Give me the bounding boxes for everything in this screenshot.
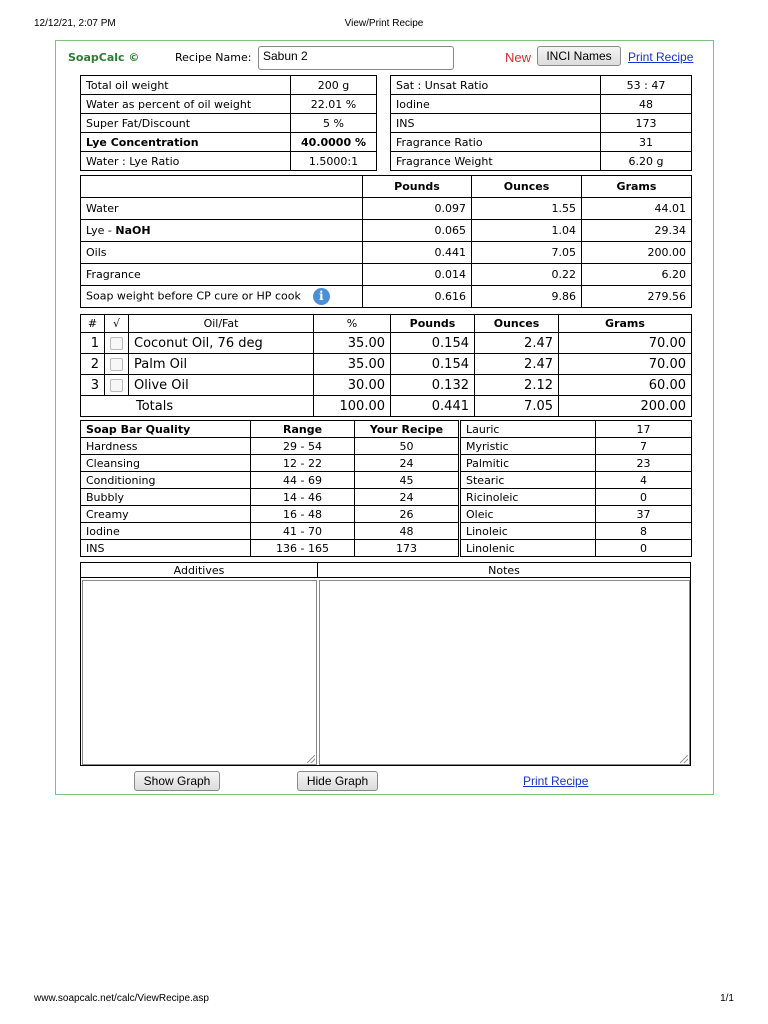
oil-checkbox[interactable]: [110, 358, 123, 371]
recipe-name-input[interactable]: Sabun 2: [258, 46, 454, 70]
quality-row: [81, 455, 459, 472]
print-recipe-link-top[interactable]: Print Recipe: [628, 50, 694, 64]
summary-value: 1.5000:1: [291, 152, 377, 171]
summary-row: [391, 133, 692, 152]
grams-value: 279.56: [582, 286, 692, 308]
print-page-number: 1/1: [720, 993, 734, 1004]
weights-label: [81, 242, 363, 264]
resize-grip-icon[interactable]: [680, 755, 688, 763]
soap-bar-quality-table: [80, 420, 459, 557]
summary-label: Super Fat/Discount: [81, 114, 291, 133]
quality-name: INS: [81, 540, 251, 557]
print-recipe-link-bottom[interactable]: Print Recipe: [523, 774, 589, 788]
pounds-value: 0.097: [363, 198, 472, 220]
oil-pounds: 0.132: [391, 375, 475, 396]
grams-value: 200.00: [582, 242, 692, 264]
fatty-acid-name: Palmitic: [461, 455, 596, 472]
fatty-acid-row: [461, 455, 692, 472]
fatty-acid-name: Oleic: [461, 506, 596, 523]
column-header: [81, 176, 363, 198]
summary-label: Lye Concentration: [81, 133, 291, 152]
totals-pounds: 0.441: [391, 396, 475, 417]
quality-name: Hardness: [81, 438, 251, 455]
pounds-value: 0.014: [363, 264, 472, 286]
notes-header: Notes: [318, 563, 690, 578]
fatty-acid-row: [461, 438, 692, 455]
fatty-acid-row: [461, 472, 692, 489]
oil-ounces: 2.47: [475, 354, 559, 375]
recipe-topbar: [68, 46, 701, 70]
weights-row: [81, 220, 692, 242]
quality-name: Conditioning: [81, 472, 251, 489]
oils-table: [80, 314, 692, 417]
weights-row: [81, 286, 692, 308]
column-header: √: [105, 315, 129, 333]
oil-name: Coconut Oil, 76 deg: [129, 333, 314, 354]
show-graph-button[interactable]: Show Graph: [134, 771, 220, 791]
fatty-acid-name: Myristic: [461, 438, 596, 455]
quality-row: [81, 523, 459, 540]
weights-label: [81, 220, 363, 242]
oil-pounds: 0.154: [391, 354, 475, 375]
summary-row: [81, 133, 377, 152]
oil-checkbox[interactable]: [110, 379, 123, 392]
quality-range: 29 - 54: [251, 438, 355, 455]
summary-value: 22.01 %: [291, 95, 377, 114]
ounces-value: 0.22: [472, 264, 582, 286]
fatty-acid-value: 17: [596, 421, 692, 438]
fatty-acid-value: 0: [596, 489, 692, 506]
additives-notes-section: [80, 562, 691, 766]
column-header: Ounces: [475, 315, 559, 333]
pounds-value: 0.441: [363, 242, 472, 264]
oil-row: [81, 375, 692, 396]
column-header: Grams: [559, 315, 692, 333]
recipe-panel: [55, 40, 714, 795]
summary-label: Water : Lye Ratio: [81, 152, 291, 171]
weights-label-text: Lye -: [86, 224, 116, 237]
soapcalc-logo: SoapCalc ©: [68, 51, 140, 64]
print-header: [34, 18, 734, 32]
column-header: Range: [251, 421, 355, 438]
summary-row: [391, 152, 692, 171]
fatty-acid-row: [461, 506, 692, 523]
column-header: #: [81, 315, 105, 333]
totals-row: [81, 396, 692, 417]
summary-row: [391, 76, 692, 95]
quality-range: 41 - 70: [251, 523, 355, 540]
weights-label-text: Water: [86, 202, 119, 215]
additives-textarea[interactable]: [82, 580, 317, 765]
oil-number: 3: [81, 375, 105, 396]
oil-name: Palm Oil: [129, 354, 314, 375]
fatty-acid-row: [461, 489, 692, 506]
oil-percent: 30.00: [314, 375, 391, 396]
grams-value: 6.20: [582, 264, 692, 286]
info-icon[interactable]: i: [313, 288, 330, 305]
summary-value: 53 : 47: [601, 76, 692, 95]
fatty-acid-value: 23: [596, 455, 692, 472]
oil-checkbox-cell: [105, 354, 129, 375]
weights-row: [81, 242, 692, 264]
notes-textarea[interactable]: [319, 580, 690, 765]
oil-number: 1: [81, 333, 105, 354]
oil-ounces: 2.12: [475, 375, 559, 396]
quality-range: 44 - 69: [251, 472, 355, 489]
quality-row: [81, 489, 459, 506]
summary-value: 31: [601, 133, 692, 152]
quality-value: 26: [355, 506, 459, 523]
totals-percent: 100.00: [314, 396, 391, 417]
quality-value: 24: [355, 455, 459, 472]
weights-label-text: Oils: [86, 246, 107, 259]
column-header: Pounds: [363, 176, 472, 198]
fatty-acid-value: 8: [596, 523, 692, 540]
quality-row: [81, 472, 459, 489]
totals-grams: 200.00: [559, 396, 692, 417]
quality-row: [81, 438, 459, 455]
summary-value: 48: [601, 95, 692, 114]
column-header: %: [314, 315, 391, 333]
fatty-acid-value: 7: [596, 438, 692, 455]
quality-value: 48: [355, 523, 459, 540]
oil-number: 2: [81, 354, 105, 375]
quality-range: 12 - 22: [251, 455, 355, 472]
oil-percent: 35.00: [314, 354, 391, 375]
summary-value: 200 g: [291, 76, 377, 95]
oil-checkbox[interactable]: [110, 337, 123, 350]
quality-value: 50: [355, 438, 459, 455]
ounces-value: 9.86: [472, 286, 582, 308]
weights-label: [81, 286, 363, 308]
column-header: Oil/Fat: [129, 315, 314, 333]
summary-value: 6.20 g: [601, 152, 692, 171]
ounces-value: 7.05: [472, 242, 582, 264]
lye-type: NaOH: [115, 224, 151, 237]
summary-label: Sat : Unsat Ratio: [391, 76, 601, 95]
resize-grip-icon[interactable]: [307, 755, 315, 763]
quality-row: [81, 540, 459, 557]
fatty-acid-value: 4: [596, 472, 692, 489]
hide-graph-button[interactable]: Hide Graph: [297, 771, 378, 791]
quality-row: [81, 506, 459, 523]
oil-percent: 35.00: [314, 333, 391, 354]
fatty-acid-name: Ricinoleic: [461, 489, 596, 506]
summary-label: Iodine: [391, 95, 601, 114]
pounds-value: 0.616: [363, 286, 472, 308]
summary-label: Water as percent of oil weight: [81, 95, 291, 114]
recipe-summary-table: [80, 75, 377, 171]
print-url: www.soapcalc.net/calc/ViewRecipe.asp: [34, 993, 209, 1004]
quality-name: Iodine: [81, 523, 251, 540]
summary-label: Fragrance Weight: [391, 152, 601, 171]
summary-label: INS: [391, 114, 601, 133]
oil-checkbox-cell: [105, 333, 129, 354]
pounds-value: 0.065: [363, 220, 472, 242]
summary-value: 5 %: [291, 114, 377, 133]
fatty-acid-name: Linolenic: [461, 540, 596, 557]
weights-label: [81, 264, 363, 286]
weights-label-text: Soap weight before CP cure or HP cook: [86, 289, 301, 303]
column-header: Ounces: [472, 176, 582, 198]
print-page-title: View/Print Recipe: [344, 18, 424, 29]
oil-grams: 70.00: [559, 354, 692, 375]
oil-row: [81, 333, 692, 354]
totals-label: Totals: [81, 396, 314, 417]
summary-label: Total oil weight: [81, 76, 291, 95]
print-datetime: 12/12/21, 2:07 PM: [34, 18, 116, 29]
fatty-acid-name: Lauric: [461, 421, 596, 438]
quality-value: 173: [355, 540, 459, 557]
quality-name: Creamy: [81, 506, 251, 523]
fatty-acid-row: [461, 523, 692, 540]
ounces-value: 1.55: [472, 198, 582, 220]
column-header: Your Recipe: [355, 421, 459, 438]
summary-row: [81, 76, 377, 95]
column-header: Soap Bar Quality: [81, 421, 251, 438]
summary-row: [81, 114, 377, 133]
weights-label-text: Fragrance: [86, 268, 141, 281]
quality-range: 14 - 46: [251, 489, 355, 506]
oil-name: Olive Oil: [129, 375, 314, 396]
oil-row: [81, 354, 692, 375]
summary-row: [391, 114, 692, 133]
summary-row: [391, 95, 692, 114]
fatty-acid-row: [461, 421, 692, 438]
fatty-acid-value: 0: [596, 540, 692, 557]
quality-name: Cleansing: [81, 455, 251, 472]
weights-row: [81, 264, 692, 286]
oil-grams: 60.00: [559, 375, 692, 396]
fatty-acid-table: [460, 420, 692, 557]
column-header: Grams: [582, 176, 692, 198]
summary-row: [81, 152, 377, 171]
oil-checkbox-cell: [105, 375, 129, 396]
summary-label: Fragrance Ratio: [391, 133, 601, 152]
quality-value: 24: [355, 489, 459, 506]
weights-row: [81, 198, 692, 220]
totals-ounces: 7.05: [475, 396, 559, 417]
oil-ounces: 2.47: [475, 333, 559, 354]
quality-value: 45: [355, 472, 459, 489]
additives-header: Additives: [81, 563, 318, 578]
oil-grams: 70.00: [559, 333, 692, 354]
fatty-acid-name: Linoleic: [461, 523, 596, 540]
new-label: New: [505, 50, 532, 65]
ounces-value: 1.04: [472, 220, 582, 242]
quality-range: 16 - 48: [251, 506, 355, 523]
quality-name: Bubbly: [81, 489, 251, 506]
ratio-summary-table: [390, 75, 692, 171]
quality-range: 136 - 165: [251, 540, 355, 557]
summary-row: [81, 95, 377, 114]
grams-value: 44.01: [582, 198, 692, 220]
fatty-acid-row: [461, 540, 692, 557]
grams-value: 29.34: [582, 220, 692, 242]
recipe-name-label: Recipe Name:: [175, 51, 252, 64]
oil-pounds: 0.154: [391, 333, 475, 354]
fatty-acid-name: Stearic: [461, 472, 596, 489]
column-header: Pounds: [391, 315, 475, 333]
summary-value: 173: [601, 114, 692, 133]
summary-value: 40.0000 %: [291, 133, 377, 152]
weights-table: [80, 175, 692, 308]
inci-names-button[interactable]: INCI Names: [537, 46, 621, 66]
print-footer: [34, 993, 734, 1007]
fatty-acid-value: 37: [596, 506, 692, 523]
weights-label: [81, 198, 363, 220]
